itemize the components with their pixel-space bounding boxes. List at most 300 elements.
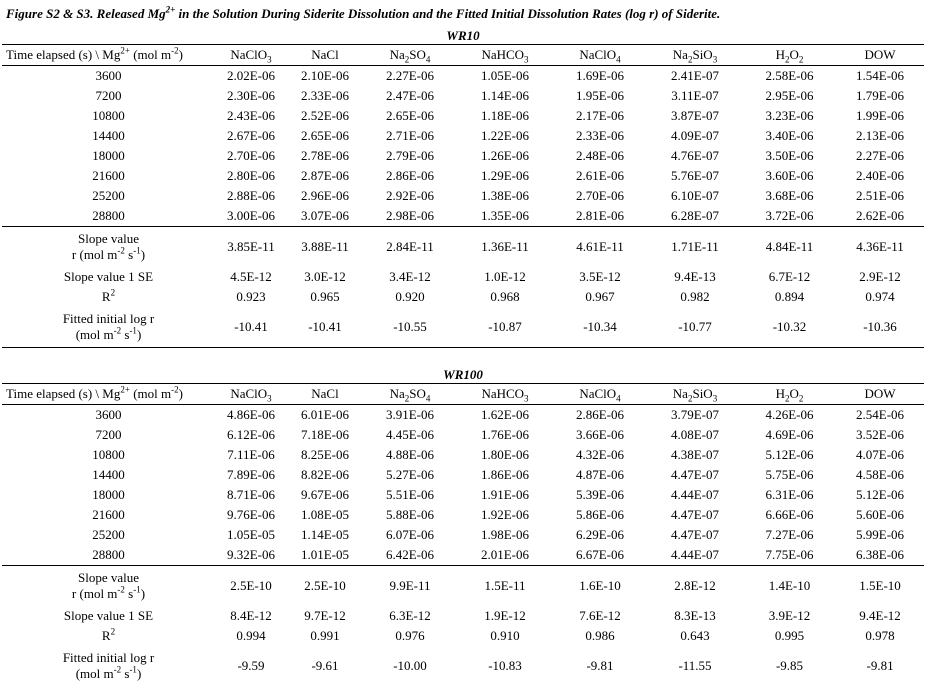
se-row	[2, 606, 924, 626]
value-cell: 6.29E-06	[575, 527, 625, 542]
value-cell: 6.67E-06	[553, 545, 647, 566]
value-cell: 2.87E-06	[300, 168, 350, 183]
value-cell: 5.75E-06	[765, 467, 814, 482]
value-cell: 3.66E-06	[575, 427, 625, 442]
table-row	[2, 106, 924, 126]
value-cell: 1.99E-06	[856, 108, 905, 123]
se-value: 3.5E-12	[579, 269, 621, 284]
header-column-sub: 2	[404, 393, 410, 404]
se-row	[2, 267, 924, 287]
time-cell: 21600	[92, 168, 125, 183]
logr-unit-sup: -2	[113, 664, 122, 675]
value-cell: 3.07E-06	[287, 206, 363, 227]
logr-unit-text: )	[136, 327, 142, 342]
value-cell: 2.61E-06	[575, 168, 625, 183]
time-cell: 14400	[92, 467, 125, 482]
se-value: 3.0E-12	[304, 269, 346, 284]
logr-value: -11.55	[678, 658, 712, 673]
value-cell: 6.10E-07	[670, 188, 720, 203]
value-cell: 2.27E-06	[385, 68, 435, 83]
se-value: 6.7E-12	[768, 269, 811, 284]
se-value: 2.9E-12	[859, 269, 901, 284]
logr-unit-text: (mol m	[75, 327, 114, 342]
r2-value: 0.976	[395, 628, 425, 643]
se-value: 9.4E-12	[859, 608, 901, 623]
value-cell: 2.43E-06	[226, 108, 276, 123]
value-cell: 2.10E-06	[300, 68, 350, 83]
header-column	[743, 384, 836, 405]
value-cell: 2.27E-06	[856, 148, 905, 163]
slope-value: 2.84E-11	[386, 239, 434, 254]
header-column	[363, 384, 457, 405]
value-cell: 7.27E-06	[765, 527, 814, 542]
value-cell: 1.98E-06	[480, 527, 530, 542]
r2-value: 0.974	[865, 289, 895, 304]
value-cell: 1.86E-06	[480, 467, 530, 482]
logr-value: -10.87	[457, 307, 553, 348]
value-cell: 2.30E-06	[226, 88, 276, 103]
r2-label-sup: 2	[110, 626, 116, 637]
value-cell: 4.69E-06	[765, 427, 814, 442]
se-label: Slope value 1 SE	[63, 608, 154, 623]
value-cell: 2.51E-06	[856, 188, 905, 203]
value-cell: 2.81E-06	[553, 206, 647, 227]
section-title: WR100	[443, 366, 483, 382]
value-cell: 2.70E-06	[575, 188, 625, 203]
r2-row	[2, 626, 924, 646]
figure-caption	[6, 5, 921, 22]
value-cell: 1.91E-06	[480, 487, 530, 502]
logr-label	[2, 646, 215, 686]
table-row	[2, 146, 924, 166]
table-row	[2, 465, 924, 485]
header-column	[287, 384, 363, 405]
logr-value: -10.41	[215, 307, 287, 348]
header-column-rest: SO	[409, 386, 426, 401]
value-cell: 2.78E-06	[300, 148, 350, 163]
logr-value: -10.00	[393, 658, 427, 673]
r2-value: 0.978	[865, 628, 895, 643]
value-cell: 4.47E-07	[670, 467, 720, 482]
time-cell: 7200	[95, 427, 122, 442]
value-cell: 3.23E-06	[765, 108, 814, 123]
value-cell: 6.42E-06	[363, 545, 457, 566]
value-cell: 3.87E-07	[670, 108, 720, 123]
value-cell: 2.62E-06	[836, 206, 924, 227]
caption-prefix: Figure S2 & S3. Released Mg	[6, 6, 166, 21]
logr-value: -10.36	[836, 307, 924, 348]
value-cell: 4.47E-07	[670, 507, 720, 522]
value-cell: 1.54E-06	[856, 68, 905, 83]
value-cell: 2.17E-06	[575, 108, 625, 123]
logr-value: -10.77	[647, 307, 743, 348]
header-column-base: DOW	[864, 386, 896, 401]
header-column-sub: 3	[267, 393, 272, 404]
value-cell: 6.31E-06	[765, 487, 814, 502]
value-cell: 1.05E-05	[226, 527, 276, 542]
slope-value: 1.71E-11	[671, 239, 719, 254]
header-column	[287, 45, 363, 66]
value-cell: 3.00E-06	[215, 206, 287, 227]
header-column-sub: 2	[785, 54, 790, 65]
time-cell: 10800	[92, 108, 125, 123]
header-column	[836, 45, 924, 66]
header-time-text: )	[178, 47, 183, 62]
value-cell: 1.35E-06	[457, 206, 553, 227]
value-cell: 5.86E-06	[575, 507, 625, 522]
value-cell: 2.65E-06	[385, 108, 435, 123]
value-cell: 5.27E-06	[385, 467, 435, 482]
time-cell: 25200	[92, 527, 125, 542]
header-column-base: NaClO	[579, 386, 617, 401]
value-cell: 1.38E-06	[480, 188, 530, 203]
table-row	[2, 86, 924, 106]
logr-value: -10.34	[553, 307, 647, 348]
r2-value: 0.965	[310, 289, 340, 304]
value-cell: 3.72E-06	[743, 206, 836, 227]
value-cell: 4.58E-06	[856, 467, 905, 482]
value-cell: 1.62E-06	[480, 407, 530, 422]
value-cell: 4.09E-07	[670, 128, 720, 143]
value-cell: 1.92E-06	[480, 507, 530, 522]
value-cell: 8.71E-06	[226, 487, 276, 502]
slope-value: 1.36E-11	[481, 239, 529, 254]
value-cell: 2.48E-06	[575, 148, 625, 163]
header-column-base: Na	[672, 47, 688, 62]
table-row	[2, 166, 924, 186]
r2-value: 0.967	[585, 289, 615, 304]
value-cell: 1.01E-05	[287, 545, 363, 566]
logr-value: -10.32	[743, 307, 836, 348]
slope-label-line2	[2, 586, 215, 602]
slope-value: 2.5E-10	[304, 578, 346, 593]
header-time-text: (mol m	[129, 386, 172, 401]
header-column-base: Na	[389, 386, 405, 401]
header-column-sub: 4	[616, 393, 621, 404]
time-cell: 25200	[92, 188, 125, 203]
logr-unit-sup: -1	[129, 325, 137, 336]
table-row	[2, 186, 924, 206]
logr-value: -9.85	[775, 658, 804, 673]
header-column-sub: 3	[524, 393, 529, 404]
header-column-sub: 2	[687, 54, 693, 65]
value-cell: 9.76E-06	[226, 507, 276, 522]
header-column-sub: 4	[425, 393, 431, 404]
logr-value: -9.81	[586, 658, 614, 673]
header-column-base: NaClO	[230, 386, 268, 401]
time-cell: 21600	[92, 507, 125, 522]
value-cell: 6.07E-06	[385, 527, 435, 542]
value-cell: 1.18E-06	[480, 108, 530, 123]
slope-label-line2	[2, 247, 215, 263]
value-cell: 1.14E-06	[480, 88, 530, 103]
header-column-rest: SiO	[692, 386, 713, 401]
value-cell: 3.68E-06	[765, 188, 814, 203]
header-column-sub: 2	[798, 54, 804, 65]
section-title: WR10	[446, 27, 480, 43]
logr-label-line2	[2, 327, 215, 343]
value-cell: 3.91E-06	[385, 407, 435, 422]
header-column-base: NaCl	[311, 386, 339, 401]
r2-value: 0.982	[680, 289, 710, 304]
se-value: 8.3E-13	[674, 608, 716, 623]
slope-unit-text: r (mol m	[71, 586, 118, 601]
slope-label-line1: Slope value	[77, 570, 139, 585]
logr-unit-sup: -2	[113, 325, 122, 336]
time-cell: 3600	[95, 407, 122, 422]
header-column	[457, 384, 553, 405]
value-cell: 6.66E-06	[765, 507, 814, 522]
time-cell: 28800	[2, 206, 215, 227]
table-row	[2, 545, 924, 566]
r2-row	[2, 287, 924, 307]
value-cell: 2.13E-06	[856, 128, 905, 143]
value-cell: 2.80E-06	[226, 168, 276, 183]
value-cell: 5.12E-06	[765, 447, 814, 462]
slope-value: 1.6E-10	[579, 578, 621, 593]
value-cell: 4.26E-06	[765, 407, 814, 422]
header-column-base: NaClO	[230, 47, 268, 62]
r2-label-base: R	[101, 628, 111, 643]
slope-unit-text: s	[124, 247, 134, 262]
header-time-text: )	[178, 386, 183, 401]
table-wr10	[2, 27, 924, 348]
slope-value: 2.8E-12	[674, 578, 716, 593]
se-value: 3.9E-12	[768, 608, 811, 623]
slope-row	[2, 227, 924, 268]
caption-sup: 2+	[165, 4, 176, 15]
logr-label-line1: Fitted initial log r	[62, 311, 155, 326]
value-cell: 1.08E-05	[300, 507, 350, 522]
r2-value: 0.910	[490, 628, 520, 643]
slope-value: 3.85E-11	[227, 239, 275, 254]
header-column-sub: 3	[524, 54, 529, 65]
slope-value: 9.9E-11	[389, 578, 431, 593]
slope-unit-sup: -1	[133, 245, 141, 256]
header-column-sub: 4	[425, 54, 431, 65]
logr-value: -9.81	[866, 658, 894, 673]
value-cell: 5.12E-06	[856, 487, 905, 502]
se-value: 6.3E-12	[389, 608, 431, 623]
value-cell: 4.87E-06	[575, 467, 625, 482]
value-cell: 3.52E-06	[856, 427, 905, 442]
header-column-sub: 2	[404, 54, 410, 65]
r2-value: 0.986	[585, 628, 615, 643]
header-column	[215, 45, 287, 66]
slope-value: 4.36E-11	[856, 239, 904, 254]
header-column-sub: 3	[712, 393, 718, 404]
header-time-text: Time elapsed (s) \ Mg	[6, 386, 121, 401]
value-cell: 2.58E-06	[765, 68, 814, 83]
logr-label-line2	[2, 666, 215, 682]
table-row	[2, 126, 924, 146]
header-column-rest: SO	[409, 47, 426, 62]
value-cell: 3.60E-06	[765, 168, 814, 183]
r2-value: 0.995	[774, 628, 805, 643]
time-cell: 28800	[2, 545, 215, 566]
value-cell: 4.08E-07	[670, 427, 720, 442]
value-cell: 8.25E-06	[300, 447, 350, 462]
value-cell: 2.41E-07	[670, 68, 720, 83]
slope-row	[2, 566, 924, 607]
header-time-elapsed	[2, 384, 215, 405]
slope-unit-sup: -2	[117, 584, 125, 595]
logr-row	[2, 307, 924, 348]
header-column-sub: 3	[712, 54, 718, 65]
table-row	[2, 206, 924, 227]
value-cell: 1.80E-06	[480, 447, 530, 462]
value-cell: 2.33E-06	[575, 128, 625, 143]
value-cell: 2.65E-06	[300, 128, 350, 143]
time-cell: 14400	[92, 128, 125, 143]
value-cell: 4.32E-06	[575, 447, 625, 462]
value-cell: 1.22E-06	[480, 128, 530, 143]
header-column-base: Na	[672, 386, 688, 401]
value-cell: 1.95E-06	[575, 88, 625, 103]
slope-value: 1.5E-10	[859, 578, 901, 593]
logr-value: -10.41	[287, 307, 363, 348]
value-cell: 2.96E-06	[300, 188, 350, 203]
value-cell: 4.44E-07	[670, 487, 720, 502]
logr-value: -10.55	[363, 307, 457, 348]
header-column-base: NaHCO	[481, 386, 525, 401]
header-column	[363, 45, 457, 66]
value-cell: 2.47E-06	[385, 88, 435, 103]
value-cell: 9.67E-06	[300, 487, 350, 502]
header-column-sub: 3	[267, 54, 272, 65]
value-cell: 4.76E-07	[670, 148, 720, 163]
value-cell: 3.50E-06	[765, 148, 814, 163]
logr-value: -9.59	[237, 658, 265, 673]
value-cell: 2.86E-06	[575, 407, 625, 422]
table-row	[2, 485, 924, 505]
caption-suffix: in the Solution During Siderite Dissolution and the Fitted Initial Dissolution Rates (log r) of Siderite.	[175, 6, 721, 21]
se-value: 3.4E-12	[389, 269, 431, 284]
slope-label	[2, 566, 215, 607]
time-cell: 18000	[92, 487, 125, 502]
header-column	[836, 384, 924, 405]
slope-unit-sup: -1	[133, 584, 141, 595]
r2-value: 0.894	[774, 289, 805, 304]
r2-value: 0.643	[680, 628, 710, 643]
se-value: 1.0E-12	[484, 269, 526, 284]
value-cell: 4.44E-07	[647, 545, 743, 566]
logr-unit-text: (mol m	[75, 666, 114, 681]
table-row	[2, 525, 924, 545]
value-cell: 4.86E-06	[226, 407, 276, 422]
header-column-sub: 2	[798, 393, 804, 404]
value-cell: 5.39E-06	[575, 487, 625, 502]
slope-value: 1.5E-11	[484, 578, 526, 593]
value-cell: 6.12E-06	[226, 427, 276, 442]
value-cell: 2.02E-06	[226, 68, 276, 83]
slope-unit-sup: -2	[117, 245, 125, 256]
value-cell: 2.71E-06	[385, 128, 435, 143]
logr-unit-text: )	[136, 666, 142, 681]
header-column-base: NaClO	[579, 47, 617, 62]
slope-value: 4.61E-11	[576, 239, 624, 254]
se-value: 1.9E-12	[484, 608, 526, 623]
value-cell: 4.07E-06	[856, 447, 905, 462]
value-cell: 2.86E-06	[385, 168, 435, 183]
value-cell: 7.89E-06	[226, 467, 276, 482]
header-time-sup: 2+	[120, 384, 130, 395]
r2-value: 0.968	[490, 289, 520, 304]
header-column	[647, 384, 743, 405]
logr-unit-sup: -1	[129, 664, 137, 675]
logr-label-line1: Fitted initial log r	[62, 650, 155, 665]
value-cell: 5.60E-06	[856, 507, 905, 522]
time-cell: 10800	[92, 447, 125, 462]
value-cell: 2.40E-06	[856, 168, 905, 183]
logr-unit-text: s	[121, 666, 130, 681]
r2-value: 0.994	[236, 628, 266, 643]
value-cell: 7.11E-06	[227, 447, 275, 462]
table-row	[2, 425, 924, 445]
table-row	[2, 66, 924, 87]
header-column-sub: 2	[687, 393, 693, 404]
value-cell: 2.70E-06	[226, 148, 276, 163]
header-column	[457, 45, 553, 66]
table-row	[2, 445, 924, 465]
time-cell: 18000	[92, 148, 125, 163]
value-cell: 2.98E-06	[363, 206, 457, 227]
value-cell: 6.01E-06	[300, 407, 350, 422]
section-title-row	[2, 366, 924, 384]
header-time-sup: -2	[171, 384, 179, 395]
header-column-base: DOW	[864, 47, 896, 62]
r2-label-sup: 2	[110, 287, 116, 298]
r2-label	[2, 626, 215, 646]
value-cell: 2.54E-06	[856, 407, 905, 422]
value-cell: 7.75E-06	[743, 545, 836, 566]
value-cell: 1.26E-06	[480, 148, 530, 163]
header-column	[553, 45, 647, 66]
table-wr100	[2, 366, 924, 686]
logr-row	[2, 646, 924, 686]
value-cell: 7.18E-06	[300, 427, 350, 442]
slope-value: 1.4E-10	[768, 578, 811, 593]
slope-value: 2.5E-10	[230, 578, 272, 593]
slope-label-line1: Slope value	[77, 231, 139, 246]
value-cell: 5.76E-07	[670, 168, 720, 183]
header-column-base: H	[775, 386, 785, 401]
logr-unit-text: s	[121, 327, 130, 342]
value-cell: 5.99E-06	[856, 527, 905, 542]
header-column-base: H	[775, 47, 785, 62]
se-value: 4.5E-12	[230, 269, 272, 284]
slope-label	[2, 227, 215, 268]
header-time-elapsed	[2, 45, 215, 66]
se-value: 9.7E-12	[304, 608, 346, 623]
value-cell: 6.38E-06	[836, 545, 924, 566]
slope-value: 4.84E-11	[765, 239, 814, 254]
r2-value: 0.923	[236, 289, 266, 304]
header-row	[2, 384, 924, 405]
slope-unit-text: r (mol m	[71, 247, 118, 262]
r2-label	[2, 287, 215, 307]
header-time-sup: 2+	[120, 45, 130, 56]
value-cell: 8.82E-06	[300, 467, 350, 482]
header-time-text: Time elapsed (s) \ Mg	[6, 47, 121, 62]
value-cell: 2.67E-06	[226, 128, 276, 143]
value-cell: 2.95E-06	[765, 88, 814, 103]
logr-value: -9.61	[311, 658, 339, 673]
value-cell: 6.28E-07	[647, 206, 743, 227]
value-cell: 1.14E-05	[300, 527, 350, 542]
value-cell: 5.88E-06	[385, 507, 435, 522]
logr-label	[2, 307, 215, 348]
